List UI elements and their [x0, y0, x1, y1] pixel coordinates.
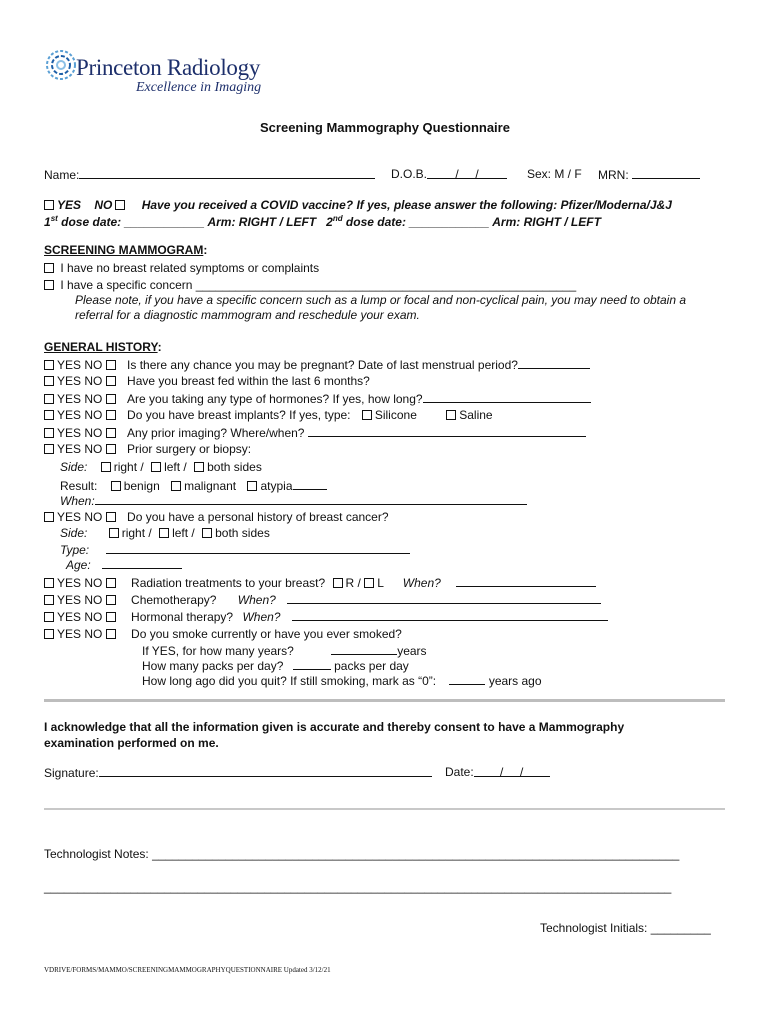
covid-row [44, 198, 672, 212]
question-smoke [44, 627, 402, 641]
r-checkbox[interactable] [333, 578, 343, 588]
dob-field[interactable]: / / [427, 167, 507, 179]
breastfed-text: Have you breast fed within the last 6 months? [127, 374, 370, 388]
no-checkbox[interactable] [106, 595, 116, 605]
yes-label: YES [57, 426, 82, 440]
dose1-sup: st [50, 214, 58, 223]
implants-text: Do you have breast implants? If yes, type: [127, 408, 351, 422]
divider-acknowledge [44, 699, 725, 702]
cancer-side-row: Side: right / left / both sides [60, 526, 270, 540]
no-label: NO [84, 358, 103, 372]
imaging-text: Any prior imaging? Where/when? [127, 426, 305, 440]
both-checkbox[interactable] [194, 462, 204, 472]
when-q-label: When? [402, 576, 441, 590]
question-hormonal-therapy [44, 609, 608, 624]
no-label: NO [84, 374, 103, 388]
malignant-label: malignant [184, 479, 237, 493]
question-implants [44, 408, 493, 422]
screening-note-line1: Please note, if you have a specific concern such as a lump or focal and non-cyclical pain, you may need to obtain a [75, 293, 687, 307]
tech-notes-field[interactable]: _______________________________________________________________________________ [152, 847, 680, 861]
cancer-age-row: Age: [66, 557, 182, 572]
question-imaging [44, 425, 586, 440]
name-row [44, 167, 375, 182]
yes-checkbox[interactable] [44, 376, 54, 386]
r-label: R / [345, 576, 361, 590]
tech-notes-row [44, 847, 679, 861]
logo-name: Princeton Radiology [76, 55, 261, 80]
quit-q: How long ago did you quit? If still smoking, mark as “0”: [142, 674, 437, 688]
both-checkbox[interactable] [202, 528, 212, 538]
question-pregnant [44, 357, 590, 372]
benign-label: benign [123, 479, 160, 493]
right-label: right / [113, 460, 144, 474]
tech-initials-row [540, 921, 711, 935]
yes-label: YES [57, 576, 82, 590]
history-heading [44, 340, 162, 354]
signature-date-field[interactable]: / / [474, 765, 550, 777]
covid-dose-row [44, 214, 601, 229]
question-breastfed [44, 374, 370, 388]
question-hormones [44, 391, 591, 406]
cancer-type-field[interactable] [106, 542, 410, 554]
screening-option-no-symptoms [44, 261, 319, 275]
covid-question: Have you received a COVID vaccine? If yes, please answer the following: Pfizer/Moderna/J&J [141, 198, 672, 212]
dose2-sup: nd [332, 214, 343, 223]
no-checkbox[interactable] [106, 428, 116, 438]
atypia-checkbox[interactable] [247, 481, 257, 491]
footer-path: VDRIVE/FORMS/MAMMO/SCREENINGMAMMOGRAPHYQUESTIONNAIRE Updated 3/12/21 [44, 966, 331, 974]
mrn-row [598, 167, 700, 182]
packs-field[interactable] [293, 658, 331, 670]
hormonal-text: Hormonal therapy? [131, 610, 234, 624]
yes-checkbox[interactable] [44, 595, 54, 605]
no-symptoms-label: I have no breast related symptoms or complaints [60, 261, 320, 275]
screening-heading [44, 243, 207, 257]
yes-label: YES [57, 610, 82, 624]
both-label: both sides [207, 460, 262, 474]
yes-checkbox[interactable] [44, 629, 54, 639]
no-checkbox[interactable] [106, 394, 116, 404]
surgery-text: Prior surgery or biopsy: [127, 442, 252, 456]
divider-tech [44, 808, 725, 810]
no-label: NO [84, 426, 103, 440]
dose1-num: 1 [44, 215, 51, 229]
chemo-when-field[interactable] [287, 592, 601, 604]
radiation-when-field[interactable] [456, 575, 596, 587]
yes-checkbox[interactable] [44, 512, 54, 522]
no-checkbox[interactable] [106, 360, 116, 370]
smoke-text: Do you smoke currently or have you ever smoked? [131, 627, 402, 641]
left-checkbox[interactable] [159, 528, 169, 538]
no-symptoms-checkbox[interactable] [44, 263, 54, 273]
tech-initials-label: Technologist Initials: [540, 921, 648, 935]
left-checkbox[interactable] [151, 462, 161, 472]
mrn-field[interactable] [632, 167, 700, 179]
dose2-text: dose date: ____________ Arm: RIGHT / LEFT [342, 215, 601, 229]
no-checkbox[interactable] [106, 512, 116, 522]
yes-label: YES [57, 442, 82, 456]
no-checkbox[interactable] [106, 612, 116, 622]
when-q-label: When? [237, 593, 276, 607]
cancer-type-row: Type: [60, 542, 410, 557]
ack-line2: examination performed on me. [44, 736, 219, 750]
surgery-side-row: Side: right / left / both sides [60, 460, 262, 474]
quit-field[interactable] [449, 673, 485, 685]
atypia-field[interactable] [293, 478, 327, 490]
years-label: years [397, 644, 427, 658]
benign-checkbox[interactable] [111, 481, 121, 491]
screening-heading-text: SCREENING MAMMOGRAM [44, 243, 204, 257]
l-checkbox[interactable] [364, 578, 374, 588]
tech-notes-label: Technologist Notes: [44, 847, 149, 861]
no-label: NO [84, 576, 103, 590]
no-checkbox[interactable] [106, 578, 116, 588]
covid-no-checkbox[interactable] [115, 200, 125, 210]
ack-line1: I acknowledge that all the information given is accurate and thereby consent to have a Mammography [44, 720, 625, 734]
yes-label: YES [57, 408, 82, 422]
lmp-field[interactable] [518, 357, 590, 369]
hormones-text: Are you taking any type of hormones? If yes, how long? [127, 392, 423, 406]
packs-row [142, 658, 409, 673]
packs-q: How many packs per day? [142, 659, 284, 673]
history-heading-text: GENERAL HISTORY [44, 340, 158, 354]
when-label: When: [60, 494, 95, 508]
yes-checkbox[interactable] [44, 360, 54, 370]
no-label: NO [84, 392, 103, 406]
screening-colon: : [203, 243, 208, 257]
when-q-label: When? [242, 610, 281, 624]
cancer-text: Do you have a personal history of breast cancer? [127, 510, 389, 524]
dob-label: D.O.B. [391, 167, 428, 181]
no-checkbox[interactable] [106, 629, 116, 639]
logo-tagline: Excellence in Imaging [136, 80, 262, 95]
concern-label: I have a specific concern _________________________________________________________ [60, 278, 577, 292]
smoke-years-row [142, 643, 427, 658]
no-label: NO [84, 442, 103, 456]
name-label: Name: [44, 168, 80, 182]
question-radiation [44, 575, 596, 590]
yes-checkbox[interactable] [44, 410, 54, 420]
yes-label: YES [57, 510, 82, 524]
yes-checkbox[interactable] [44, 578, 54, 588]
yes-label: YES [57, 358, 82, 372]
right-checkbox[interactable] [101, 462, 111, 472]
yes-checkbox[interactable] [44, 612, 54, 622]
dob-row [391, 167, 507, 181]
concern-checkbox[interactable] [44, 280, 54, 290]
left-label: left / [172, 526, 195, 540]
no-label: NO [84, 610, 103, 624]
yes-label: YES [57, 374, 82, 388]
side-label: Side [60, 526, 85, 540]
covid-yes-checkbox[interactable] [44, 200, 54, 210]
signature-date-label: Date: [445, 765, 474, 779]
covid-yes-no: YES NO [57, 198, 113, 212]
signature-row [44, 765, 432, 780]
l-label: L [377, 576, 384, 590]
logo-swirl-icon [44, 48, 78, 82]
years-ago-label: years ago [488, 674, 542, 688]
name-field[interactable] [79, 167, 375, 179]
silicone-checkbox[interactable] [362, 410, 372, 420]
signature-field[interactable] [99, 765, 432, 777]
chemo-text: Chemotherapy? [131, 593, 217, 607]
tech-notes-line2[interactable]: ______________________________________________________________________________________________ [44, 880, 672, 894]
question-cancer [44, 510, 389, 524]
quit-row [142, 673, 542, 688]
both-label: both sides [215, 526, 270, 540]
imaging-field[interactable] [308, 425, 586, 437]
pregnant-text: Is there any chance you may be pregnant? Date of last menstrual period? [127, 358, 518, 372]
yes-checkbox[interactable] [44, 428, 54, 438]
silicone-label: Silicone [374, 408, 417, 422]
result-label: Result: [60, 479, 98, 493]
smoke-years-field[interactable] [331, 643, 397, 655]
right-checkbox[interactable] [109, 528, 119, 538]
signature-label: Signature: [44, 766, 99, 780]
no-label: NO [84, 627, 103, 641]
side-label: Side [60, 460, 85, 474]
smoke-years-q: If YES, for how many years? [142, 644, 294, 658]
no-label: NO [84, 593, 103, 607]
no-label: NO [84, 510, 103, 524]
hormones-field[interactable] [423, 391, 591, 403]
tech-initials-field[interactable]: _________ [650, 921, 711, 935]
no-checkbox[interactable] [106, 410, 116, 420]
hormonal-when-field[interactable] [292, 609, 608, 621]
signature-date-row [445, 765, 550, 779]
no-label: NO [84, 408, 103, 422]
no-checkbox[interactable] [106, 444, 116, 454]
saline-label: Saline [459, 408, 493, 422]
right-label: right / [121, 526, 152, 540]
type-label: Type [60, 543, 86, 557]
no-checkbox[interactable] [106, 376, 116, 386]
cancer-age-field[interactable] [102, 557, 182, 569]
radiation-text: Radiation treatments to your breast? [131, 576, 326, 590]
question-chemo [44, 592, 601, 607]
atypia-label: atypia [260, 479, 293, 493]
yes-label: YES [57, 627, 82, 641]
screening-note-line2: referral for a diagnostic mammogram and reschedule your exam. [75, 308, 420, 322]
sex-field[interactable]: Sex: M / F [527, 167, 582, 181]
history-colon: : [157, 340, 162, 354]
dose1-text: dose date: ____________ Arm: RIGHT / LEFT 2 [57, 215, 333, 229]
question-surgery [44, 442, 251, 456]
saline-checkbox[interactable] [446, 410, 456, 420]
age-label: Age [66, 558, 88, 572]
surgery-result-row [60, 478, 327, 493]
yes-checkbox[interactable] [44, 394, 54, 404]
left-label: left / [164, 460, 187, 474]
surgery-when-row [60, 493, 527, 508]
malignant-checkbox[interactable] [171, 481, 181, 491]
yes-checkbox[interactable] [44, 444, 54, 454]
mrn-label: MRN: [598, 168, 629, 182]
yes-label: YES [57, 392, 82, 406]
packs-label: packs per day [334, 659, 409, 673]
screening-option-concern [44, 278, 576, 292]
yes-label: YES [57, 593, 82, 607]
page-title: Screening Mammography Questionnaire [260, 120, 510, 135]
surgery-when-field[interactable] [95, 493, 527, 505]
